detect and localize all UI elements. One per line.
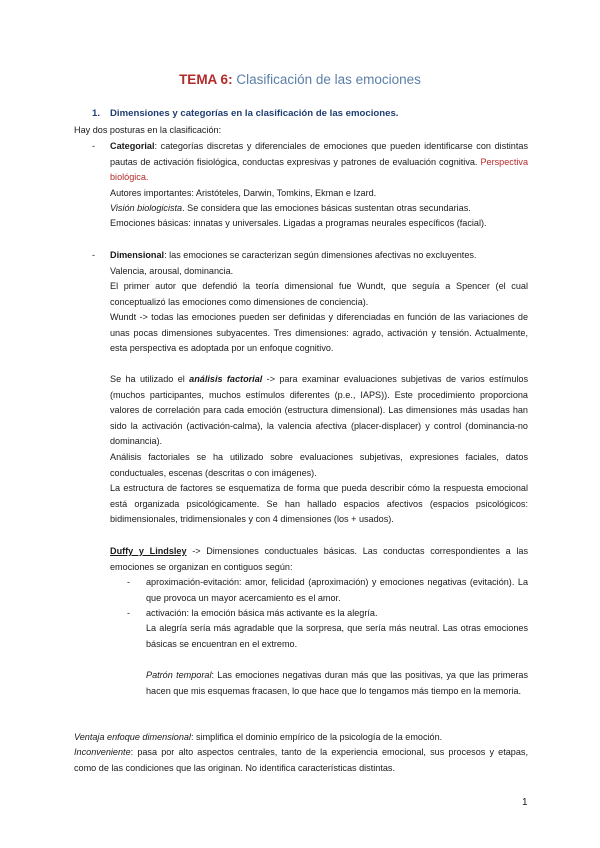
bullet-dash: - — [92, 141, 96, 151]
dimensions-line: Valencia, arousal, dominancia. — [110, 266, 234, 276]
basic-emotions-line: Emociones básicas: innatas y universales. Ligadas a programas neurales específicos (facial). — [110, 218, 487, 228]
alegria-paragraph: La alegría sería más agradable que la sorpresa, que sería más neutral. Las otras emociones básicas se encuentran en el extremo. — [146, 623, 528, 649]
duffy-term: Duffy y Lindsley — [110, 546, 187, 556]
wundt-paragraph-1: El primer autor que defendió la teoría dimensional fue Wundt, que seguía a Spencer (el cual conceptualizó las emociones como dimensiones de conciencia). — [110, 281, 528, 307]
dimensional-term: Dimensional — [110, 250, 165, 260]
duffy-paragraph — [110, 544, 528, 575]
intro-paragraph: Hay dos posturas en la clasificación: — [74, 125, 222, 135]
factorial-paragraph-3: La estructura de factores se esquematiza de forma que pueda describir cómo la respuesta emocional está organizada psicológicamente. Se han hallado espacios afectivos (espacios psicológicos: bidimensionales, tridimensionales y con 4 dimensiones (los + usados). — [110, 483, 528, 524]
duffy-item-2: activación: la emoción básica más activante es la alegría. — [146, 608, 378, 618]
ventaja-paragraph — [74, 730, 528, 746]
ventaja-text: : simplifica el dominio empírico de la psicología de la emoción. — [190, 732, 443, 742]
factorial-paragraph-2: Análisis factoriales se ha utilizado sobre evaluaciones subjetivas, expresiones faciales, datos conductuales, escenas (descritas o con imágenes). — [110, 452, 528, 478]
section-number: 1. — [92, 108, 101, 119]
dimensional-text: : las emociones se caracterizan según dimensiones afectivas no excluyentes. — [164, 250, 477, 260]
factorial-paragraph — [110, 372, 528, 450]
factorial-text: -> para examinar evaluaciones subjetivas de varios estímulos (muchos participantes, muchos estímulos diferentes (p.e., IAPS)). Este procedimiento proporciona valores de correlación para cada emoción (estructura dimensional). Las dimensiones más usadas han sido la activación (activación-calma), la valencia afectiva (placer-displacer) y control (dominancia-no dominancia). — [110, 374, 528, 446]
factorial-pre: Se ha utilizado el — [110, 374, 190, 384]
duffy-item-1: aproximación-evitación: amor, felicidad (aproximación) y emociones negativas (evitación). La que provoca un mayor acercamiento es el amor. — [146, 577, 528, 603]
patron-label: Patrón temporal — [146, 670, 212, 680]
patron-paragraph — [146, 668, 528, 699]
page-number: 1 — [522, 797, 528, 808]
vision-text: . Se considera que las emociones básicas sustentan otras secundarias. — [182, 203, 471, 213]
inconveniente-text: : pasa por alto aspectos centrales, tanto de la experiencia emocional, sus procesos y etapas, como de las condiciones que las originan. No identifica características distintas. — [74, 747, 528, 773]
section-heading-text: Dimensiones y categorías en la clasificación de las emociones. — [110, 108, 399, 119]
wundt-paragraph-2: Wundt -> todas las emociones pueden ser definidas y diferenciadas en función de las variaciones de unas pocas dimensiones subyacentes. Tres dimensiones: agrado, activación y tensión. Actualmente, esta perspectiva es adoptada por un enfoque cognitivo. — [110, 312, 528, 353]
bullet-dash: - — [127, 608, 131, 618]
bullet-dash: - — [127, 577, 131, 587]
factorial-term: análisis factorial — [189, 374, 263, 384]
title-rest: Clasificación de las emociones — [236, 72, 421, 87]
ventaja-label: Ventaja enfoque dimensional — [74, 732, 191, 742]
authors-line: Autores importantes: Aristóteles, Darwin, Tomkins, Ekman e Izard. — [110, 188, 377, 198]
section-heading — [92, 108, 398, 119]
categorial-text: : categorías discretas y diferenciales de emociones que pueden identificarse con distintas pautas de activación fisiológica, conductas expresivas y patrones de evaluación cognitiva. — [110, 141, 528, 167]
perspective-text: Perspectiva biológica. — [110, 156, 528, 182]
categorial-paragraph — [110, 139, 528, 186]
dimensional-paragraph — [110, 248, 528, 264]
title-lead: TEMA 6: — [179, 72, 233, 87]
vision-label: Visión biologicista — [110, 203, 183, 213]
page-title — [0, 72, 600, 87]
duffy-text: -> Dimensiones conductuales básicas. Las conductas correspondientes a las emociones se organizan en contiguos según: — [110, 546, 528, 572]
inconveniente-paragraph — [74, 745, 528, 776]
patron-text: : Las emociones negativas duran más que las positivas, ya que las primeras hacen que mis esquemas fracasen, lo que hace que lo tengamos más tiempo en la memoria. — [146, 670, 528, 696]
bullet-dash: - — [92, 250, 96, 260]
categorial-term: Categorial — [110, 141, 155, 151]
inconveniente-label: Inconveniente — [74, 747, 131, 757]
vision-paragraph — [110, 201, 528, 217]
